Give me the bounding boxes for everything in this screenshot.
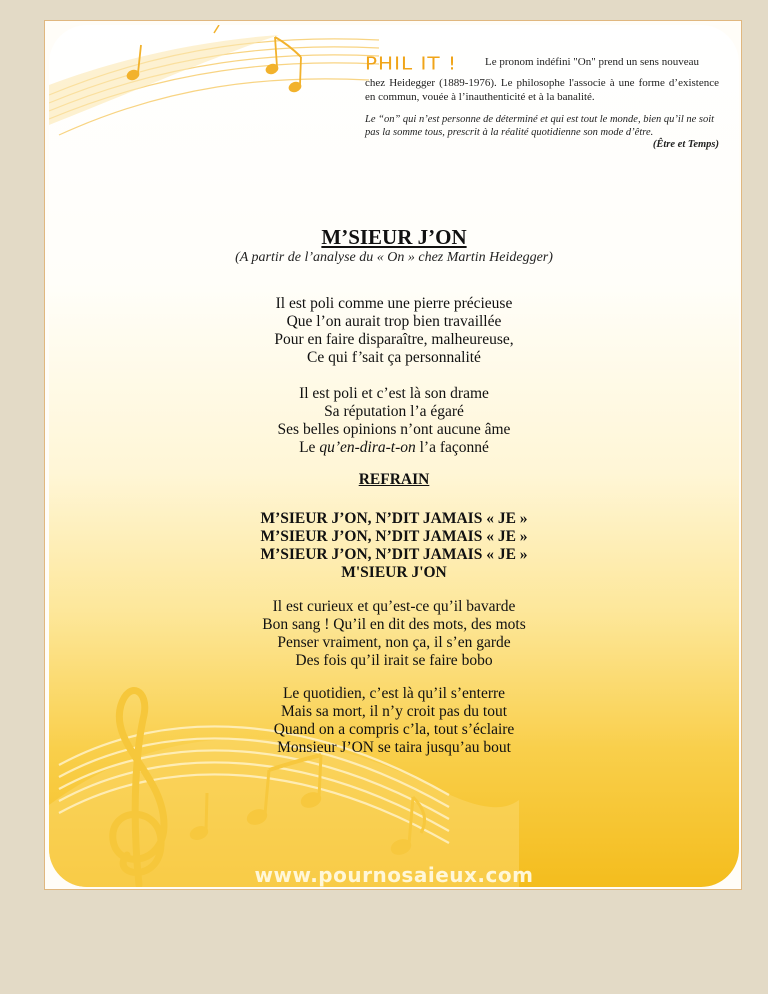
refrain-heading: REFRAIN <box>358 471 430 488</box>
song-sheet <box>49 25 739 887</box>
website-link[interactable]: www.pournosaieux.com <box>254 863 534 887</box>
stanza-3 <box>49 598 739 670</box>
verse-line: Des fois qu’il irait se faire bobo <box>295 652 493 669</box>
song-title: M’SIEUR J’ON <box>321 225 467 249</box>
verse-text: Le <box>299 439 320 456</box>
verse-line: Pour en faire disparaître, malheureuse, <box>274 331 514 348</box>
verse-line: Mais sa mort, il n’y croit pas du tout <box>280 703 507 720</box>
heidegger-quote: Le “on” qui n’est personne de déterminé et qui est tout le monde, bien qu’il ne soit pas la somme tous, prescrit à la réalité quotidienne son mode d’être. <box>365 114 715 138</box>
stanza-2 <box>49 385 739 457</box>
refrain <box>49 510 739 582</box>
verse-line: Quand on a compris c’la, tout s’éclaire <box>273 721 515 738</box>
top-swoosh-fill <box>49 35 279 125</box>
verse-line: Que l’on aurait trop bien travaillée <box>286 313 502 330</box>
intro-text-first-line: Le pronom indéfini "On" prend un sens nouveau <box>485 56 699 68</box>
verse-text: l’a façonné <box>415 439 489 456</box>
verse-line: Il est curieux et qu’est-ce qu’il bavarde <box>272 598 516 615</box>
verse-line: Le quotidien, c’est là qu’il s’enterre <box>282 685 506 702</box>
verse-line: Monsieur J’ON se taira jusqu’au bout <box>277 739 511 756</box>
verse-line: Il est poli et c’est là son drame <box>299 385 489 402</box>
refrain-line: M'SIEUR J'ON <box>341 564 447 581</box>
verse-line: Ses belles opinions n’ont aucune âme <box>277 421 511 438</box>
verse-emphasis: qu’en-dira-t-on <box>319 439 416 456</box>
refrain-line: M’SIEUR J’ON, N’DIT JAMAIS « JE » <box>260 546 528 563</box>
verse-line: Ce qui f’sait ça personnalité <box>307 349 481 366</box>
verse-line: Penser vraiment, non ça, il s’en garde <box>277 634 511 651</box>
stanza-1 <box>49 295 739 367</box>
quote-source: (Être et Temps) <box>652 139 719 150</box>
song-subtitle: (A partir de l’analyse du « On » chez Martin Heidegger) <box>235 250 553 265</box>
brand-logo: PHIL IT ! <box>365 52 457 74</box>
intro-text: chez Heidegger (1889-1976). Le philosophe l'associe à une forme d’existence en commun, vouée à l’inauthenticité et à la banalité. <box>365 77 719 103</box>
verse-line: Sa réputation l’a égaré <box>324 403 464 420</box>
refrain-line: M’SIEUR J’ON, N’DIT JAMAIS « JE » <box>260 528 528 545</box>
refrain-line: M’SIEUR J’ON, N’DIT JAMAIS « JE » <box>260 510 528 527</box>
stanza-4 <box>49 685 739 757</box>
verse-line: Bon sang ! Qu’il en dit des mots, des mots <box>262 616 526 633</box>
verse-line <box>49 439 739 457</box>
verse-line: Il est poli comme une pierre précieuse <box>275 295 513 312</box>
